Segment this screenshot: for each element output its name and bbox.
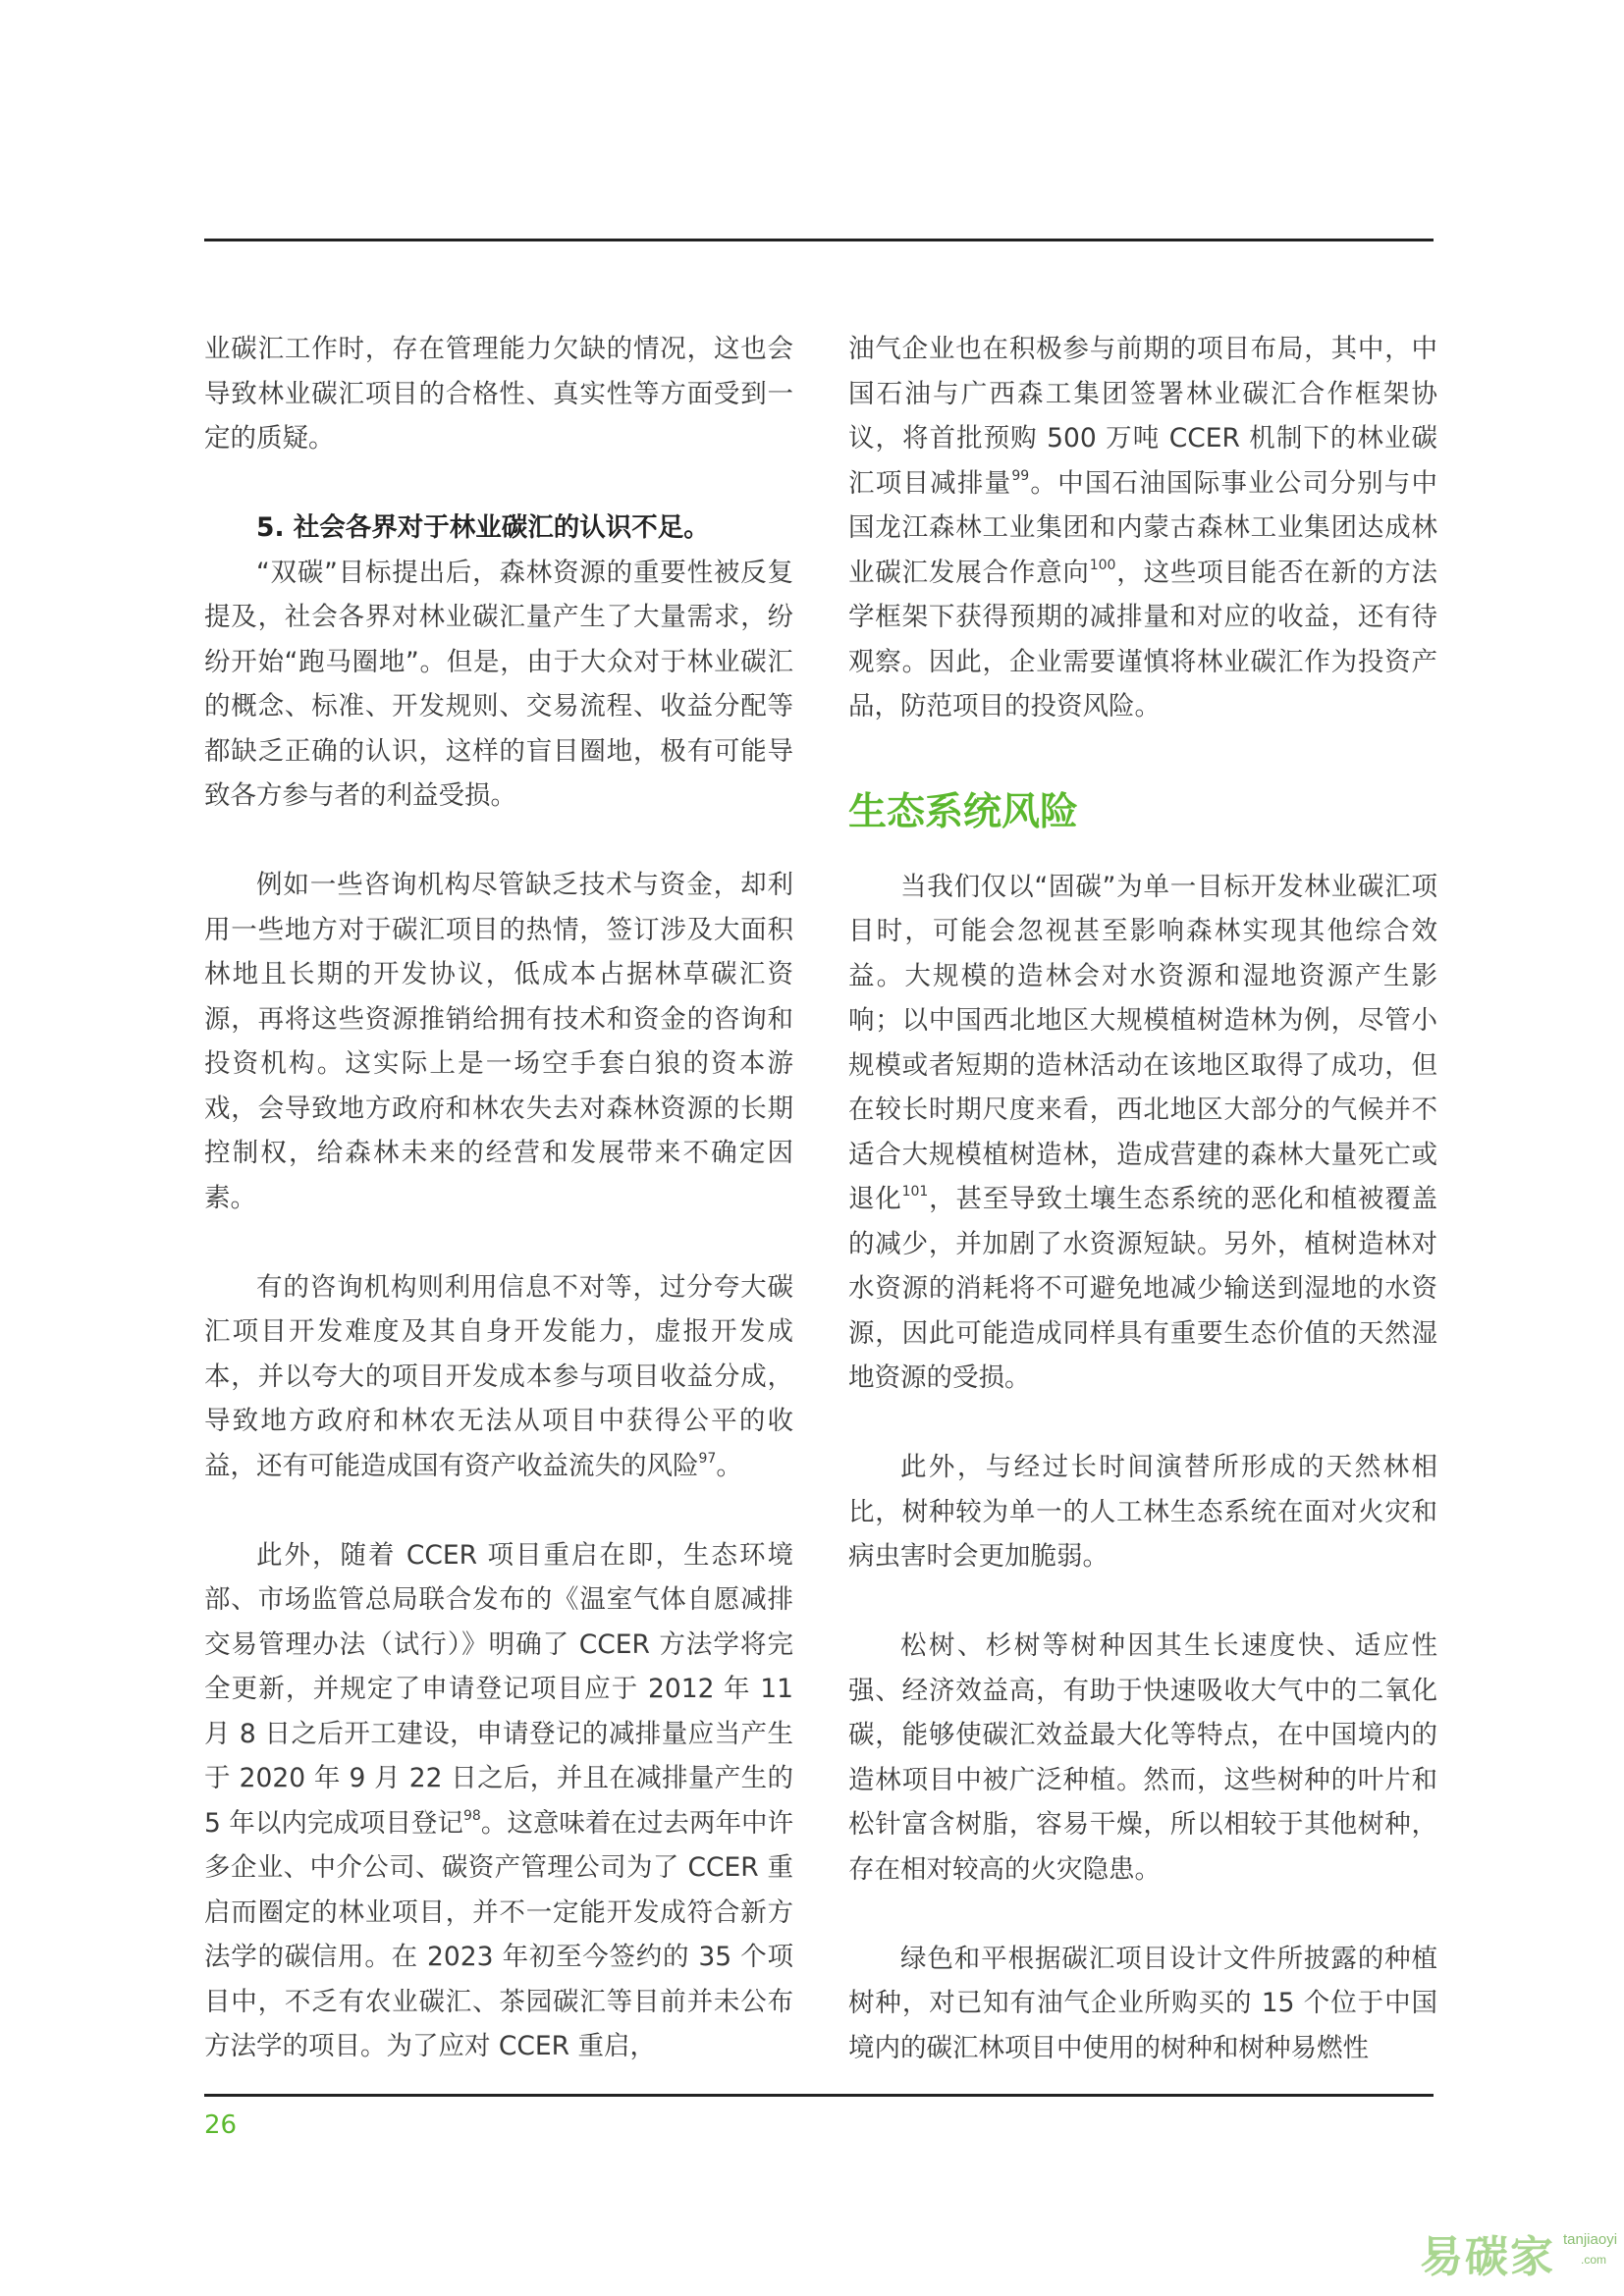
- paragraph-text: 有的咨询机构则利用信息不对等，过分夸大碳汇项目开发难度及其自身开发能力，虚报开发成本，并以夸大的项目开发成本参与项目收益分成，导致地方政府和林农无法从项目中获得公平的收益，还有可能造成国有资产收益流失的风险: [204, 1271, 793, 1481]
- paragraph-text: ，甚至导致土壤生态系统的恶化和植被覆盖的减少，并加剧了水资源短缺。另外，植树造林对水资源的消耗将不可避免地减少输送到湿地的水资源，因此可能造成同样具有重要生态价值的天然湿地资源的受损。: [848, 1184, 1438, 1393]
- paragraph: 例如一些咨询机构尽管缺乏技术与资金，却利用一些地方对于碳汇项目的热情，签订涉及大面积林地且长期的开发协议，低成本占据林草碳汇资源，再将这些资源推销给拥有技术和资金的咨询和投资机构。这实际上是一场空手套白狼的资本游戏，会导致地方政府和林农失去对森林资源的长期控制权，给森林未来的经营和发展带来不确定因素。: [204, 870, 793, 1213]
- footnote-ref: 100: [1089, 557, 1116, 573]
- paragraph: [204, 1533, 793, 2069]
- paragraph: 绿色和平根据碳汇项目设计文件所披露的种植树种，对已知有油气企业所购买的 15 个位于中国境内的碳汇林项目中使用的树种和树种易燃性: [848, 1943, 1437, 2063]
- paragraph-text: 当我们仅以“固碳”为单一目标开发林业碳汇项目时，可能会忽视甚至影响森林实现其他综合效益。大规模的造林会对水资源和湿地资源产生影响；以中国西北地区大规模植树造林为例，尽管小规模或者短期的造林活动在该地区取得了成功，但在较长时期尺度来看，西北地区大部分的气候并不适合大规模植树造林，造成营建的森林大量死亡或退化: [848, 871, 1437, 1214]
- paragraph-text: 。这意味着在过去两年中许多企业、中介公司、碳资产管理公司为了 CCER 重启而圈定的林业项目，并不一定能开发成符合新方法学的碳信用。在 2023 年初至今签约的 35 个项目中，不乏有农业碳汇、茶园碳汇等目前并未公布方法学的项目。为了应对 CCER 重启，: [204, 1807, 794, 2061]
- paragraph: 此外，与经过长时间演替所形成的天然林相比，树种较为单一的人工林生态系统在面对火灾和病虫害时会更加脆弱。: [848, 1452, 1437, 1572]
- paragraph-text: 。中国石油国际事业公司分别与中国龙江森林工业集团和内蒙古森林工业集团达成林业碳汇发展合作意向: [848, 467, 1438, 588]
- left-column: [204, 327, 793, 2069]
- footer-rule: [204, 2094, 1434, 2097]
- footnote-ref: 101: [901, 1184, 929, 1200]
- footnote-ref: 99: [1011, 467, 1030, 484]
- paragraph: [848, 865, 1437, 1401]
- paragraph: “双碳”目标提出后，森林资源的重要性被反复提及，社会各界对林业碳汇量产生了大量需求，纷纷开始“跑马圈地”。但是，由于大众对于林业碳汇的概念、标准、开发规则、交易流程、收益分配等都缺乏正确的认识，这样的盲目圈地，极有可能导致各方参与者的利益受损。: [204, 557, 793, 811]
- footnote-ref: 97: [698, 1450, 717, 1467]
- paragraph: 业碳汇工作时，存在管理能力欠缺的情况，这也会导致林业碳汇项目的合格性、真实性等方面受到一定的质疑。: [204, 334, 793, 454]
- right-column: [848, 327, 1437, 2070]
- paragraph-text: 此外，随着 CCER 项目重启在即，生态环境部、市场监管总局联合发布的《温室气体自愿减排交易管理办法（试行）》明确了 CCER 方法学将完全更新，并规定了申请登记项目应于 2012 年 11 月 8 日之后开工建设，申请登记的减排量应当产生于 2020 年 9 月 22 日之后，并且在减排量产生的 5 年以内完成项目登记: [204, 1539, 793, 1839]
- section-title: 生态系统风险: [848, 789, 1079, 834]
- paragraph-text: 。: [716, 1450, 742, 1481]
- paragraph-text: 油气企业也在积极参与前期的项目布局，其中，中国石油与广西森工集团签署林业碳汇合作框架协议，将首批预购 500 万吨 CCER 机制下的林业碳汇项目减排量: [848, 334, 1437, 499]
- paragraph-text: ，这些项目能否在新的方法学框架下获得预期的减排量和对应的收益，还有待观察。因此，企业需要谨慎将林业碳汇作为投资产品，防范项目的投资风险。: [848, 557, 1438, 721]
- header-rule: [204, 239, 1434, 241]
- watermark-text: 易碳家: [1420, 2232, 1555, 2282]
- paragraph: [848, 327, 1437, 729]
- watermark-tld: .com: [1581, 2253, 1607, 2267]
- subheading: 5. 社会各界对于林业碳汇的认识不足。: [256, 512, 710, 543]
- watermark-site: tanjiaoyi: [1563, 2231, 1618, 2248]
- watermark-logo: [1420, 2214, 1624, 2296]
- paragraph: 松树、杉树等树种因其生长速度快、适应性强、经济效益高，有助于快速吸收大气中的二氧化碳，能够使碳汇效益最大化等特点，在中国境内的造林项目中被广泛种植。然而，这些树种的叶片和松针富含树脂，容易干燥，所以相较于其他树种，存在相对较高的火灾隐患。: [848, 1630, 1437, 1885]
- page-number: 26: [204, 2110, 238, 2140]
- paragraph: [204, 1265, 793, 1489]
- footnote-ref: 98: [462, 1807, 481, 1824]
